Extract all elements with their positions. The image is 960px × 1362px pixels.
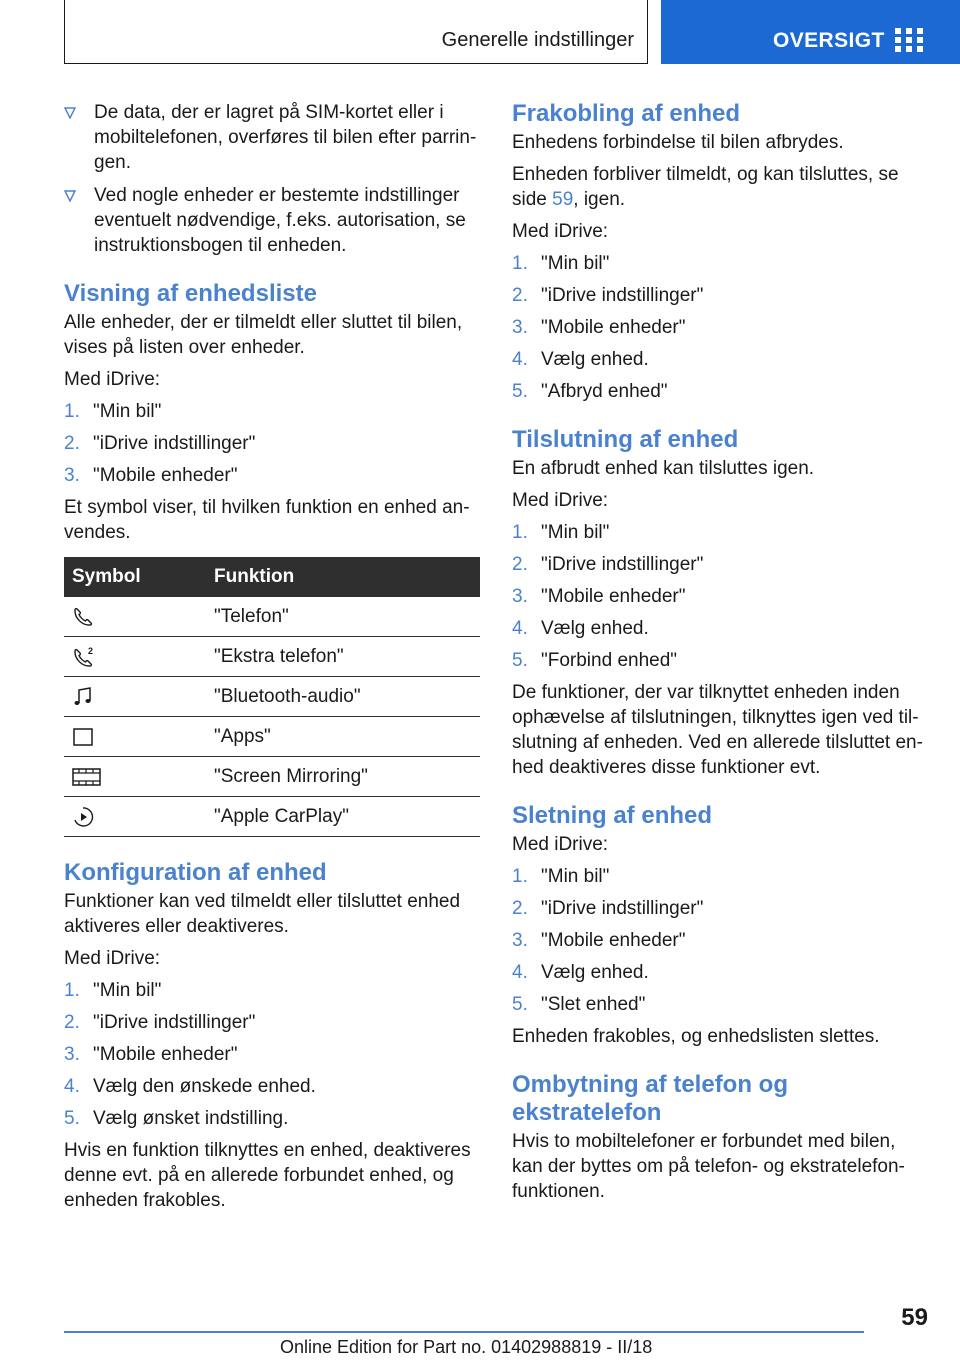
phone-2-icon (72, 646, 96, 668)
list-item: 4. Vælg den ønskede enhed. (64, 1076, 316, 1097)
list-item: 1. "Min bil" (512, 253, 610, 274)
symbol-table (64, 557, 480, 837)
list-item: 2. "iDrive indstillinger" (512, 898, 704, 919)
function-label: "Telefon" (204, 597, 480, 637)
device-list-after: Et symbol viser, til hvilken funktion en enhed an-vendes. (64, 497, 470, 543)
config-steps (64, 978, 480, 1131)
svg-text:2: 2 (88, 645, 94, 656)
apps-icon (72, 726, 96, 748)
list-item: 2. "iDrive indstillinger" (512, 285, 704, 306)
list-item: 4. Vælg enhed. (512, 618, 649, 639)
device-list-heading: Visning af enhedsliste (64, 280, 317, 307)
connect-p1: En afbrudt enhed kan tilsluttes igen. (512, 458, 815, 479)
table-row (64, 637, 480, 677)
disconnect-p1: Enhedens forbindelse til bilen afbrydes. (512, 132, 844, 153)
delete-heading: Sletning af enhed (512, 802, 713, 829)
bullet-text: Ved nogle enheder er bestemte indstillinger eventuelt nødvendige, f.eks. autorisation, se instruktionsbogen til enheden. (94, 185, 466, 256)
table-header-symbol: Symbol (64, 557, 204, 597)
phone-icon (72, 606, 94, 628)
list-item: 2. "iDrive indstillinger" (512, 554, 704, 575)
table-row (64, 717, 480, 757)
bullet-item (64, 183, 480, 258)
function-label: "Bluetooth-audio" (204, 677, 480, 717)
delete-after: Enheden frakobles, og enhedslisten slettes. (512, 1026, 880, 1047)
disconnect-steps (512, 251, 928, 404)
header-section-box (64, 0, 648, 64)
bullet-text: De data, der er lagret på SIM-kortet eller i mobiltelefonen, overføres til bilen efter parrin-gen. (94, 102, 477, 173)
list-item: 2. "iDrive indstillinger" (64, 1012, 256, 1033)
list-item: 1. "Min bil" (512, 866, 610, 887)
triangle-bullet-icon (64, 107, 76, 119)
connect-heading: Tilslutning af enhed (512, 426, 739, 453)
disconnect-heading: Frakobling af enhed (512, 100, 741, 127)
left-column (64, 100, 480, 1220)
list-item: 3. "Mobile enheder" (64, 1044, 238, 1065)
screen-mirroring-icon (72, 766, 102, 788)
triangle-bullet-icon (64, 190, 76, 202)
list-item: 5. Vælg ønsket indstilling. (64, 1108, 289, 1129)
list-item: 1. "Min bil" (64, 980, 162, 1001)
bullet-item (64, 100, 480, 175)
config-intro: Funktioner kan ved tilmeldt eller tilsluttet enhed aktiveres eller deaktiveres. (64, 891, 461, 937)
function-label: "Apps" (204, 717, 480, 757)
list-item: 3. "Mobile enheder" (512, 586, 686, 607)
list-item: 5. "Forbind enhed" (512, 650, 678, 671)
overview-button[interactable] (661, 0, 960, 64)
connect-after: De funktioner, der var tilknyttet enheden inden ophævelse af tilslutningen, tilknyttes igen ved til-slutning af enheden. Ved en allerede tilsluttet en-hed deaktiveres disse funktioner evt. (512, 682, 923, 778)
config-after: Hvis en funktion tilknyttes en enhed, deaktiveres denne evt. på en allerede forbundet enhed, og enheden frakobles. (64, 1140, 471, 1211)
list-item: 5. "Slet enhed" (512, 994, 646, 1015)
list-item: 5. "Afbryd enhed" (512, 381, 668, 402)
connect-steps (512, 520, 928, 673)
overview-label: OVERSIGT (773, 29, 885, 52)
device-list-idrive: Med iDrive: (64, 369, 161, 390)
list-item: 1. "Min bil" (64, 401, 162, 422)
list-item: 3. "Mobile enheder" (512, 930, 686, 951)
table-row (64, 597, 480, 637)
page-number: 59 (901, 1304, 928, 1331)
footer-divider (64, 1331, 864, 1333)
table-row (64, 757, 480, 797)
table-header-row (64, 557, 480, 597)
device-list-steps (64, 399, 480, 488)
delete-steps (512, 864, 928, 1017)
list-item: 4. Vælg enhed. (512, 349, 649, 370)
function-label: "Apple CarPlay" (204, 797, 480, 837)
carplay-icon (72, 806, 94, 828)
footer-edition: Online Edition for Part no. 01402988819 - II/18 (280, 1337, 653, 1357)
music-note-icon (72, 686, 94, 708)
delete-idrive: Med iDrive: (512, 834, 609, 855)
table-row (64, 677, 480, 717)
config-heading: Konfiguration af enhed (64, 859, 327, 886)
list-item: 1. "Min bil" (512, 522, 610, 543)
table-header-function: Funktion (204, 557, 480, 597)
connect-idrive: Med iDrive: (512, 490, 609, 511)
list-item: 3. "Mobile enheder" (64, 465, 238, 486)
swap-p1: Hvis to mobiltelefoner er forbundet med bilen, kan der byttes om på telefon- og ekstratelefon-funktionen. (512, 1131, 905, 1202)
disconnect-idrive: Med iDrive: (512, 221, 609, 242)
disconnect-p2: Enheden forbliver tilmeldt, og kan tilsluttes, se side 59, igen. (512, 164, 899, 210)
config-idrive: Med iDrive: (64, 948, 161, 969)
list-item: 2. "iDrive indstillinger" (64, 433, 256, 454)
right-column (512, 100, 928, 1211)
list-item: 3. "Mobile enheder" (512, 317, 686, 338)
table-row (64, 797, 480, 837)
device-list-intro: Alle enheder, der er tilmeldt eller sluttet til bilen, vises på listen over enheder. (64, 312, 463, 358)
swap-heading: Ombytning af telefon og ekstratelefon (512, 1071, 788, 1126)
grid-icon (895, 28, 923, 52)
section-title: Generelle indstillinger (441, 29, 634, 51)
page-link[interactable]: 59 (552, 189, 574, 210)
function-label: "Screen Mirroring" (204, 757, 480, 797)
function-label: "Ekstra telefon" (204, 637, 480, 677)
list-item: 4. Vælg enhed. (512, 962, 649, 983)
